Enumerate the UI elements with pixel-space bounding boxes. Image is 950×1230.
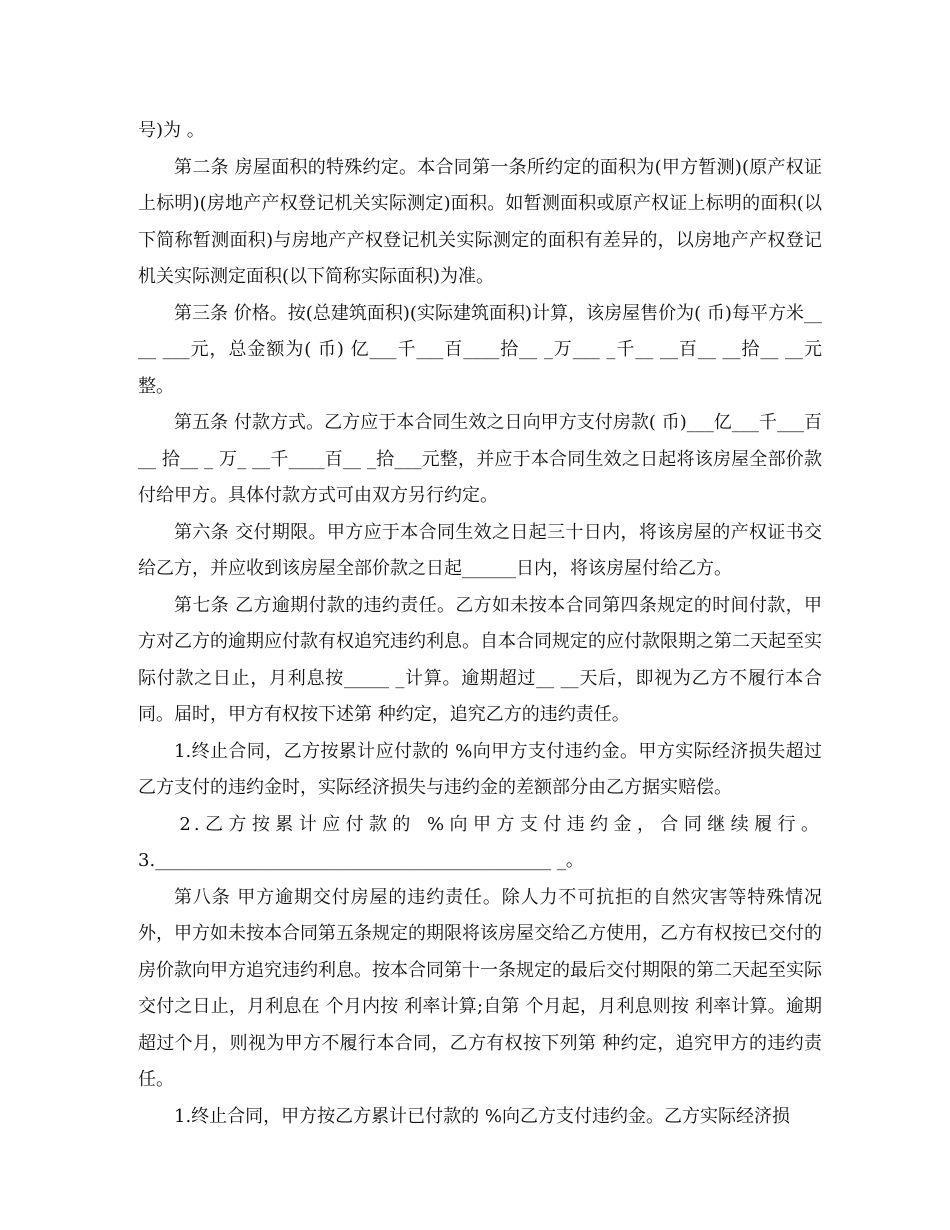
- document-body: [138, 113, 822, 1135]
- paragraph-article-5: 第五条 付款方式。乙方应于本合同生效之日向甲方支付房款( 币)___亿___千___百__ 拾__ _ 万_ __千____百__ _拾___元整，并应于本合同生效之日起将该房屋全部价款付给甲方。具体付款方式可由双方另行约定。: [138, 412, 822, 506]
- paragraph-article-7: 第七条 乙方逾期付款的违约责任。乙方如未按本合同第四条规定的时间付款，甲方对乙方的逾期应付款有权追究违约利息。自本合同规定的应付款限期之第二天起至实际付款之日止，月利息按_____ _计算。逾期超过__ __天后，即视为乙方不履行本合同。届时，甲方有权按下述第 种约定，追究乙方的违约责任。: [138, 594, 822, 725]
- paragraph-article-6: 第六条 交付期限。甲方应于本合同生效之日起三十日内，将该房屋的产权证书交给乙方，并应收到该房屋全部价款之日起______日内，将该房屋付给乙方。: [138, 521, 822, 579]
- paragraph-article-7-item-3: 3.____________________________________________ _。: [138, 850, 584, 871]
- paragraph-article-7-item-1: 1.终止合同，乙方按累计应付款的 %向甲方支付违约金。甲方实际经济损失超过乙方支付的违约金时，实际经济损失与违约金的差额部分由乙方据实赔偿。: [138, 740, 822, 798]
- paragraph-article-2: 第二条 房屋面积的特殊约定。本合同第一条所约定的面积为(甲方暂测)(原产权证上标明)(房地产产权登记机关实际测定)面积。如暂测面积或原产权证上标明的面积(以下简称暂测面积)与房地产产权登记机关实际测定的面积有差异的，以房地产产权登记机关实际测定面积(以下简称实际面积)为准。: [138, 156, 822, 287]
- paragraph-continuation: 号)为 。: [138, 120, 205, 141]
- paragraph-article-8-item-1: 1.终止合同，甲方按乙方累计已付款的 %向乙方支付违约金。乙方实际经济损: [174, 1105, 790, 1127]
- paragraph-article-3: 第三条 价格。按(总建筑面积)(实际建筑面积)计算，该房屋售价为( 币)每平方米____ ___元，总金额为( 币) 亿___千___百____拾__ _万___ _千__ __百__ __拾__ __元整。: [138, 302, 822, 397]
- paragraph-article-7-item-2: 2.乙方按累计应付款的 %向甲方支付违约金，合同继续履行。: [179, 813, 822, 835]
- paragraph-article-8: 第八条 甲方逾期交付房屋的违约责任。除人力不可抗拒的自然灾害等特殊情况外，甲方如未按本合同第五条规定的期限将该房屋交给乙方使用，乙方有权按已交付的房价款向甲方追究违约利息。按本合同第十一条规定的最后交付期限的第二天起至实际交付之日止，月利息在 个月内按 利率计算;自第 个月起，月利息则按 利率计算。逾期超过个月，则视为甲方不履行本合同，乙方有权按下列第 种约定，追究甲方的违约责任。: [138, 886, 822, 1090]
